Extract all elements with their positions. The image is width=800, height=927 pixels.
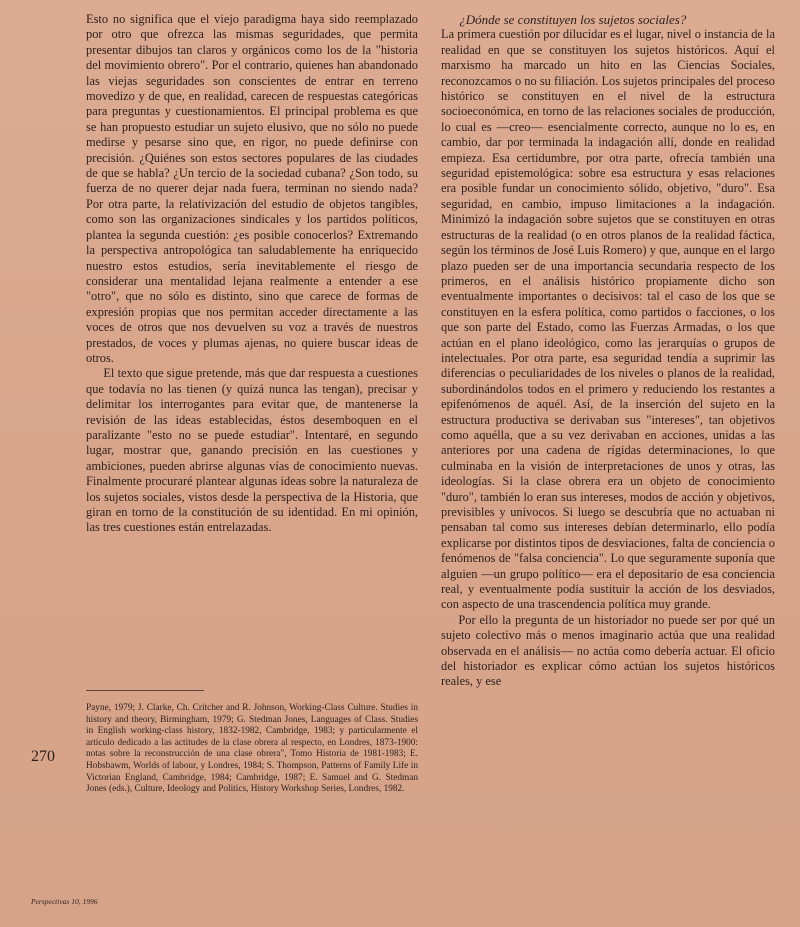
right-paragraph-2: Por ello la pregunta de un historiador no puede ser por qué un sujeto colectivo más o menos imaginario actúa que una realidad observada en el análisis— no actúa como debería actuar. El oficio del historiador es explicar cómo actúan los sujetos históricos reales, y ese (441, 612, 775, 689)
right-column (441, 12, 775, 892)
footnote-separator (86, 690, 204, 691)
left-paragraph-2: El texto que sigue pretende, más que dar respuesta a cuestiones que todavía no las tienen (y quizá nunca las tengan), precisar y delimitar los interrogantes para evitar que, de mantenerse la revisión de las ideas establecidas, éstos desemboquen en el paralizante "esto no se puede estudiar". Intentaré, en segundo lugar, mostrar que, ganando precisión en las cuestiones y ambiciones, pueden abrirse algunas vías de conocimiento nuevas. Finalmente procuraré plantear algunas ideas sobre la naturaleza de los sujetos sociales, vistos desde la perspectiva de la Historia, que giran en torno de la constitución de su identidad. En mi opinión, las tres cuestiones están entrelazadas. (86, 366, 418, 535)
journal-footer: Perspectivas 10, 1996 (31, 897, 98, 906)
section-heading: ¿Dónde se constituyen los sujetos sociales? (459, 12, 687, 27)
left-column (86, 12, 418, 652)
left-paragraph-1: Esto no significa que el viejo paradigma haya sido reemplazado por otro que ofrezca las mismas seguridades, que permita presentar dibujos tan claros y orgánicos como los de la "historia del movimiento obrero". Por el contrario, quienes han abandonado las viejas seguridades son conscientes de entrar en terreno movedizo y de que, en realidad, carecen de respuestas categóricas para preguntas y cuestionamientos. El principal problema es que se han propuesto estudiar un sujeto elusivo, que no sólo no puede medirse y pesarse sino que, en rigor, no puede definirse con precisión. ¿Quiénes son estos sectores populares de las ciudades de que se habla? ¿Un tercio de la sociedad cubana? ¿Son todo, su fuerza de no querer dejar nada fuera, terminan no siendo nada? Por otra parte, la relativización del estudio de objetos tangibles, como son las organizaciones sindicales y los partidos políticos, plantea la segunda cuestión: ¿es posible conocerlos? Extremando la perspectiva antropológica tan saludablemente ha enriquecido nuestro estos estudios, sería inevitablemente el riesgo de considerar una mentalidad lejana realmente a entender a ese "otro", que no sólo es distinto, sino que carece de formas de expresión propias que nos permitan acceder directamente a las voces de otros que nos devuelven su voz a través de nuestros prestados, de voces y plumas ajenas, no quiere buscar ideas de otros. (86, 12, 418, 365)
page-number: 270 (31, 748, 55, 765)
right-paragraph-1: La primera cuestión por dilucidar es el lugar, nivel o instancia de la realidad en que se constituyen los sujetos históricos. Aquí el marxismo ha marcado un hito en las Ciencias Sociales, reconozcamos o no su filiación. Los sujetos principales del proceso histórico se constituyen en el nivel de la estructura socioeconómica, en torno de las relaciones sociales de producción, lo cual es —creo— esencialmente correcto, aunque no lo es, en cambio, dar por terminada la indagación allí, donde en realidad empieza. Esa certidumbre, por otra parte, ofrecía también una seguridad epistemológica: sobre esa estructura y esas relaciones era posible fundar un conocimiento sólido, objetivo, "duro". Esa seguridad, en cambio, impuso limitaciones a la indagación. Minimizó la indagación sobre sujetos que se constituyen en otras estructuras de la realidad (o en otros planos de la realidad fáctica, según los términos de José Luis Romero) y que, aunque en el largo plazo pueden ser de una importancia secundaria respecto de los primeros, en el análisis histórico propiamente dicho son eventualmente importantes o decisivos: tal el caso de los que se constituyen en la esfera política, como partidos o facciones, o los que son parte del Estado, como las Fuerzas Armadas, o los que actúan en el plano ideológico, como las jerarquías o grupos de intelectuales. Por otra parte, esa seguridad tendía a suprimir las diferencias o peculiaridades de los niveles o planos de la realidad, subordinándolos todos en el primero y reduciendo los restantes a epifenómenos de aquél. Así, de la inserción del sujeto en la estructura productiva se derivaban sus "intereses", tan objetivos como aquélla, que a su vez derivaban en acciones, unidas a las anteriores por una cadena de rígidas determinaciones, lo que culminaba en la visión de interpretaciones de unos y otras, las ideologías. Si la clase obrera era un objeto de conocimiento "duro", también lo eran sus intereses, modos de acción y objetivos, previsibles y unívocos. Si luego se descubría que no actuaban ni pensaban tal como sus intereses debían determinarlo, ello podía explicarse por distintos tipos de desviaciones, falta de conciencia o fenómenos de "falsa conciencia". Lo que seguramente suponía que alguien —un grupo político— era el depositario de esa conciencia real, y eventualmente podía sustituir la acción de los desviados, con aspecto de una trascendencia política muy grande. (441, 27, 775, 612)
footnote: Payne, 1979; J. Clarke, Ch. Critcher and R. Johnson, Working-Class Culture. Studies in history and theory, Birmingham, 1979; G. Stedman Jones, Languages of Class. Studies in English working-class history, 1832-1982, Cambridge, 1983; y particularmente el artículo dedicado a las actitudes de la clase obrera al respecto, en Londres, 1873-1900: notas sobre la reconstrucción de una clase obrera", Tomo Historia de 1981-1983; E. Hobsbawm, Worlds of labour, y Londres, 1984; S. Thompson, Patterns of Family Life in Victorian England, Cambridge, 1984; Cambridge, 1987; E. Samuel and G. Stedman Jones (eds.), Culture, Ideology and Politics, History Workshop Series, Londres, 1982. (86, 703, 418, 795)
